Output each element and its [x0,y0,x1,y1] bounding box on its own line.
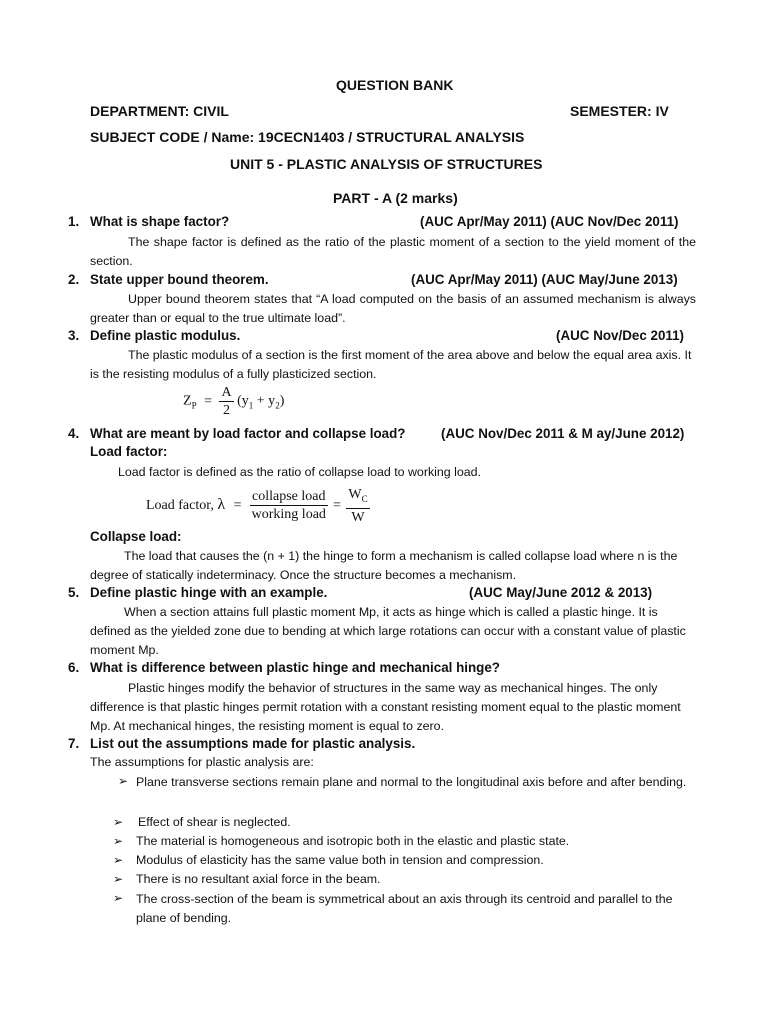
answer-text: Load factor is defined as the ratio of collapse load to working load. [118,465,481,479]
question-number: 3. [68,328,80,343]
part-title: PART - A (2 marks) [333,190,458,206]
bullet-arrow-icon: ➢ [113,834,124,848]
question-reference: (AUC Apr/May 2011) (AUC May/June 2013) [411,272,678,287]
question-reference: (AUC May/June 2012 & 2013) [469,585,653,600]
bullet-item: Modulus of elasticity has the same value both in tension and compression. [136,853,544,867]
answer-text: The load that causes the (n + 1) the hinge to form a mechanism is called collapse load where n is the degree of statically indeterminacy. Once the structure becomes a mechanism. [90,549,678,582]
bullet-arrow-icon: ➢ [113,891,124,905]
bullet-arrow-icon: ➢ [113,853,124,867]
question-number: 5. [68,585,80,600]
subheading-load-factor: Load factor: [90,444,168,459]
plastic-modulus-formula: $Z_P$ = $\frac{A}{2}$ $(y_1 + y_2)$ [183,385,285,418]
bullet-item: There is no resultant axial force in the beam. [136,872,381,886]
bullet-item: Effect of shear is neglected. [138,815,291,829]
question-reference: (AUC Nov/Dec 2011 & M ay/June 2012) [441,426,685,441]
bullet-arrow-icon: ➢ [113,815,124,829]
question-number: 7. [68,736,80,751]
question-text: Define plastic hinge with an example. [90,585,328,600]
question-text: What is difference between plastic hinge and mechanical hinge? [90,660,500,675]
question-text: State upper bound theorem. [90,272,269,287]
semester: SEMESTER: IV [570,103,669,119]
department: DEPARTMENT: CIVIL [90,103,229,119]
question-text: What is shape factor? [90,214,230,229]
question-reference: (AUC Nov/Dec 2011) [556,328,685,343]
bullet-item: Plane transverse sections remain plane and normal to the longitudinal axis before and after bending. [136,775,687,789]
answer-text: The shape factor is defined as the ratio of the plastic moment of a section to the yield moment of the section. [90,235,696,268]
answer-text: The plastic modulus of a section is the first moment of the area above and below the equal area axis. It is the resisting modulus of a fully plasticized section. [90,348,692,381]
unit-title: UNIT 5 - PLASTIC ANALYSIS OF STRUCTURES [230,156,543,172]
bullet-item: The material is homogeneous and isotropic both in the elastic and plastic state. [136,834,570,848]
question-text: Define plastic modulus. [90,328,241,343]
doc-title: QUESTION BANK [336,77,454,93]
load-factor-formula: Load factor, λ = $\frac{\text{collapse load}}{\text{working load}}$ = $\frac{W_C}{W}$ [146,487,368,525]
bullet-item: The cross-section of the beam is symmetrical about an axis through its centroid and parallel to the plane of bending. [136,892,673,925]
question-text: What are meant by load factor and collapse load? [90,426,406,441]
subheading-collapse-load: Collapse load: [90,529,182,544]
answer-text: Upper bound theorem states that “A load computed on the basis of an assumed mechanism is always greater than or equal to the true ultimate load”. [90,292,696,325]
question-text: List out the assumptions made for plastic analysis. [90,736,416,751]
answer-text: Plastic hinges modify the behavior of structures in the same way as mechanical hinges. The only difference is that plastic hinges permit rotation with a constant resisting moment equal to the plastic moment Mp. At mechanical hinges, the resisting moment is equal to zero. [90,681,681,733]
bullet-arrow-icon: ➢ [118,774,129,788]
question-number: 1. [68,214,80,229]
bullet-arrow-icon: ➢ [113,872,124,886]
answer-text: When a section attains full plastic moment Mp, it acts as hinge which is called a plastic hinge. It is defined as the yielded zone due to bending at which large rotations can occur with a constant value of plastic moment Mp. [90,605,686,657]
question-number: 4. [68,426,80,441]
question-reference: (AUC Apr/May 2011) (AUC Nov/Dec 2011) [420,214,679,229]
question-number: 6. [68,660,80,675]
subject-code: SUBJECT CODE / Name: 19CECN1403 / STRUCTURAL ANALYSIS [90,129,525,145]
question-number: 2. [68,272,80,287]
answer-intro: The assumptions for plastic analysis are: [90,755,314,769]
